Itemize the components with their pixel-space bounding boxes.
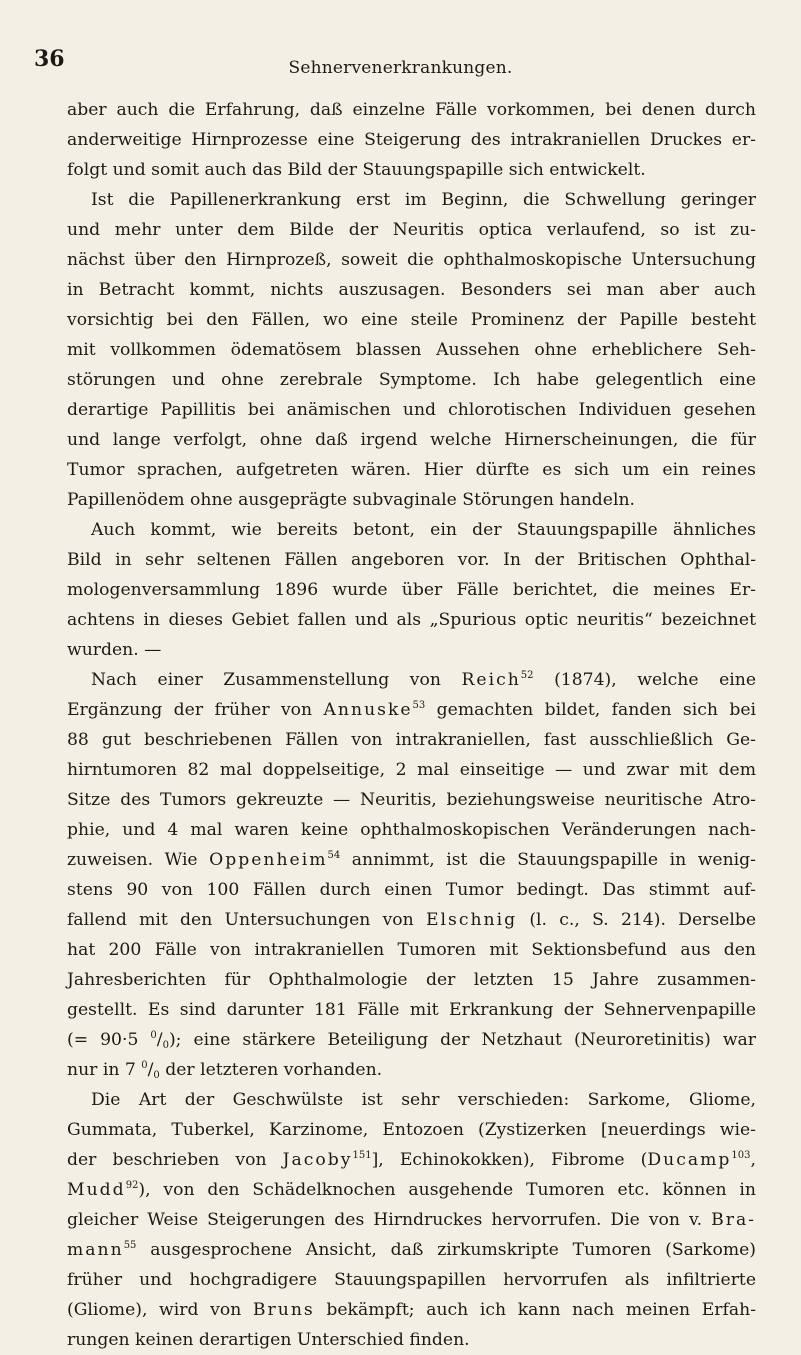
author-name: Elschnig — [425, 910, 518, 930]
author-name: Mudd — [67, 1180, 126, 1200]
paragraph-start-line: Die Art der Geschwülste ist sehr verschieden: Sarkome, Gliome, — [91, 1090, 756, 1110]
text-line: gestellt. Es sind darunter 181 Fälle mit Erkrankung der Sehnervenpapille — [67, 1000, 756, 1020]
text-line: stens 90 von 100 Fällen durch einen Tumor bedingt. Das stimmt auf- — [67, 880, 756, 900]
text-line: rungen keinen derartigen Unterschied finden. — [67, 1330, 470, 1350]
percent-sign-part: 0 — [153, 1070, 160, 1081]
text-line: nur in 7 $^0/_0$ der letzteren vorhanden. — [67, 1060, 383, 1081]
text-line: gleicher Weise Steigerungen des Hirndruckes hervorrufen. Die von v. Bra- — [67, 1210, 756, 1230]
author-name: Bra- — [711, 1210, 756, 1230]
reference-number: 151 — [352, 1150, 372, 1161]
text-line: nächst über den Hirnprozeß, soweit die ophthalmoskopische Untersuchung — [67, 250, 756, 270]
percent-sign-part: 0 — [141, 1060, 148, 1071]
text-line: zuweisen. Wie Oppenheim$^{54}$ annimmt, ist die Stauungspapille in wenig- — [67, 850, 756, 870]
text-line: mann$^{55}$ ausgesprochene Ansicht, daß zirkumskripte Tumoren (Sarkome) — [67, 1240, 756, 1260]
text-line: (Gliome), wird von Bruns bekämpft; auch ich kann nach meinen Erfah- — [67, 1300, 756, 1320]
text-line: und mehr unter dem Bilde der Neuritis optica verlaufend, so ist zu- — [67, 220, 756, 240]
percent-sign-part: 0 — [150, 1030, 157, 1041]
text-line: vorsichtig bei den Fällen, wo eine steile Prominenz der Papille besteht — [67, 310, 756, 330]
paragraph-start-line: Auch kommt, wie bereits betont, ein der Stauungspapille ähnliches — [91, 520, 756, 540]
page-number: 36 — [34, 46, 65, 72]
text-line: phie, und 4 mal waren keine ophthalmoskopischen Veränderungen nach- — [67, 820, 756, 840]
text-line: achtens in dieses Gebiet fallen und als „Spurious optic neuritis“ bezeichnet — [67, 610, 756, 630]
text-line: Jahresberichten für Ophthalmologie der letzten 15 Jahre zusammen- — [67, 970, 756, 990]
text-line: Ergänzung der früher von Annuske$^{53}$ gemachten bildet, fanden sich bei — [67, 700, 756, 720]
text-line: Bild in sehr seltenen Fällen angeboren vor. In der Britischen Ophthal- — [67, 550, 756, 570]
text-line: in Betracht kommt, nichts auszusagen. Besonders sei man aber auch — [67, 280, 756, 300]
text-line: störungen und ohne zerebrale Symptome. Ich habe gelegentlich eine — [67, 370, 756, 390]
text-line: derartige Papillitis bei anämischen und chlorotischen Individuen gesehen — [67, 400, 756, 420]
text-line: hat 200 Fälle von intrakraniellen Tumoren mit Sektionsbefund aus den — [67, 940, 756, 960]
percent-sign-part: 0 — [162, 1040, 169, 1051]
text-line: wurden. — — [67, 640, 162, 660]
text-line: folgt und somit auch das Bild der Stauungspapille sich entwickelt. — [67, 160, 646, 180]
text-line: fallend mit den Untersuchungen von Elschnig (l. c., S. 214). Derselbe — [67, 910, 756, 930]
text-line: (= 90·5 $^0/_0$); eine stärkere Beteiligung der Netzhaut (Neuroretinitis) war — [67, 1030, 756, 1051]
text-line: Mudd$^{92}$), von den Schädelknochen ausgehende Tumoren etc. können in — [67, 1180, 756, 1200]
text-line: der beschrieben von Jacoby$^{151}$], Echinokokken), Fibrome (Ducamp$^{103}$, — [67, 1150, 756, 1170]
text-line: und lange verfolgt, ohne daß irgend welche Hirnerscheinungen, die für — [67, 430, 756, 450]
text-line: früher und hochgradigere Stauungspapillen hervorrufen als infiltrierte — [67, 1270, 756, 1290]
author-name: Reich — [461, 670, 521, 690]
reference-number: 103 — [731, 1150, 751, 1161]
text-line: hirntumoren 82 mal doppelseitige, 2 mal einseitige — und zwar mit dem — [67, 760, 756, 780]
author-name: Annuske — [323, 700, 413, 720]
text-line: mit vollkommen ödematösem blassen Aussehen ohne erheblichere Seh- — [67, 340, 756, 360]
text-line: Tumor sprachen, aufgetreten wären. Hier dürfte es sich um ein reines — [67, 460, 756, 480]
paragraph-start-line: Nach einer Zusammenstellung von Reich$^{52}$ (1874), welche eine — [91, 670, 756, 690]
running-title: Sehnervenerkrankungen. — [288, 58, 513, 78]
author-name: Bruns — [252, 1300, 315, 1320]
reference-number: 92 — [125, 1180, 139, 1191]
author-name: Ducamp — [647, 1150, 732, 1170]
text-line: aber auch die Erfahrung, daß einzelne Fälle vorkommen, bei denen durch — [67, 100, 756, 120]
paragraph-start-line: Ist die Papillenerkrankung erst im Beginn, die Schwellung geringer — [91, 190, 756, 210]
text-line: 88 gut beschriebenen Fällen von intrakraniellen, fast ausschließlich Ge- — [67, 730, 756, 750]
reference-number: 52 — [520, 670, 534, 681]
reference-number: 55 — [123, 1240, 137, 1251]
text-line: mologenversammlung 1896 wurde über Fälle berichtet, die meines Er- — [67, 580, 756, 600]
reference-number: 54 — [327, 850, 341, 861]
text-line: Papillenödem ohne ausgeprägte subvaginale Störungen handeln. — [67, 490, 635, 510]
reference-number: 53 — [412, 700, 426, 711]
text-line: anderweitige Hirnprozesse eine Steigerung des intrakraniellen Druckes er- — [67, 130, 756, 150]
text-line: Sitze des Tumors gekreuzte — Neuritis, beziehungsweise neuritische Atro- — [67, 790, 756, 810]
author-name: Oppenheim — [209, 850, 328, 870]
author-name: Jacoby — [282, 1150, 353, 1170]
body-text — [67, 95, 756, 1355]
text-line: Gummata, Tuberkel, Karzinome, Entozoen (Zystizerken [neuerdings wie- — [67, 1120, 756, 1140]
author-name: mann — [67, 1240, 124, 1260]
